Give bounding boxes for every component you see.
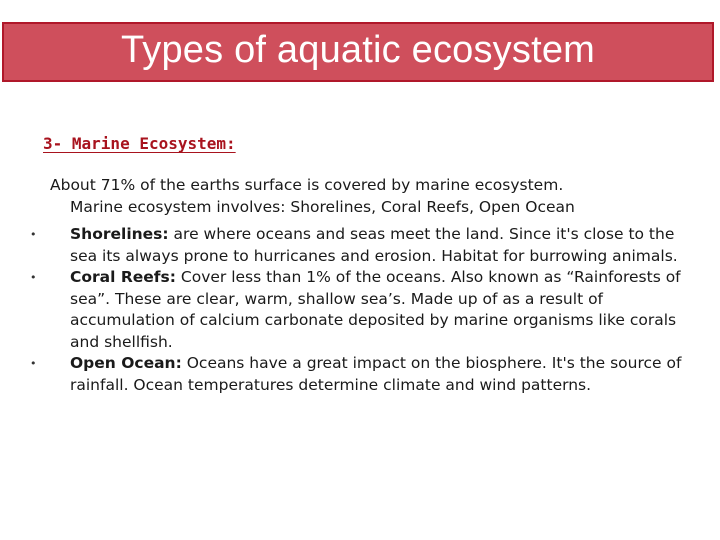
bullet-text: Oceans have a great impact on the biosphere. It's the source of rainfall. Ocean temperatures determine climate and wind patterns.: [70, 354, 682, 394]
list-item: [28, 224, 688, 267]
bullet-icon: •: [30, 357, 37, 370]
bullet-text: Cover less than 1% of the oceans. Also known as “Rainforests of sea”. These are clear, warm, shallow sea’s. Made up of as a result of accumulation of calcium carbonate deposited by marine organisms like corals and shellfish.: [70, 268, 681, 351]
bullet-icon: •: [30, 271, 37, 284]
list-item: [28, 353, 688, 396]
section-heading: 3- Marine Ecosystem:: [43, 134, 236, 153]
intro-line-2: Marine ecosystem involves: Shorelines, Coral Reefs, Open Ocean: [70, 197, 575, 216]
intro-paragraph: [50, 175, 690, 218]
title-banner: [2, 22, 714, 82]
bullet-list: [28, 224, 688, 396]
bullet-term: Open Ocean:: [70, 354, 182, 372]
bullet-term: Shorelines:: [70, 225, 169, 243]
intro-line-1: About 71% of the earths surface is covered by marine ecosystem.: [50, 176, 564, 194]
bullet-icon: •: [30, 228, 37, 241]
bullet-term: Coral Reefs:: [70, 268, 176, 286]
list-item: [28, 267, 688, 353]
bullet-text: are where oceans and seas meet the land. Since it's close to the sea its always prone to hurricanes and erosion. Habitat for burrowing animals.: [70, 225, 678, 265]
slide-title: Types of aquatic ecosystem: [120, 28, 596, 71]
